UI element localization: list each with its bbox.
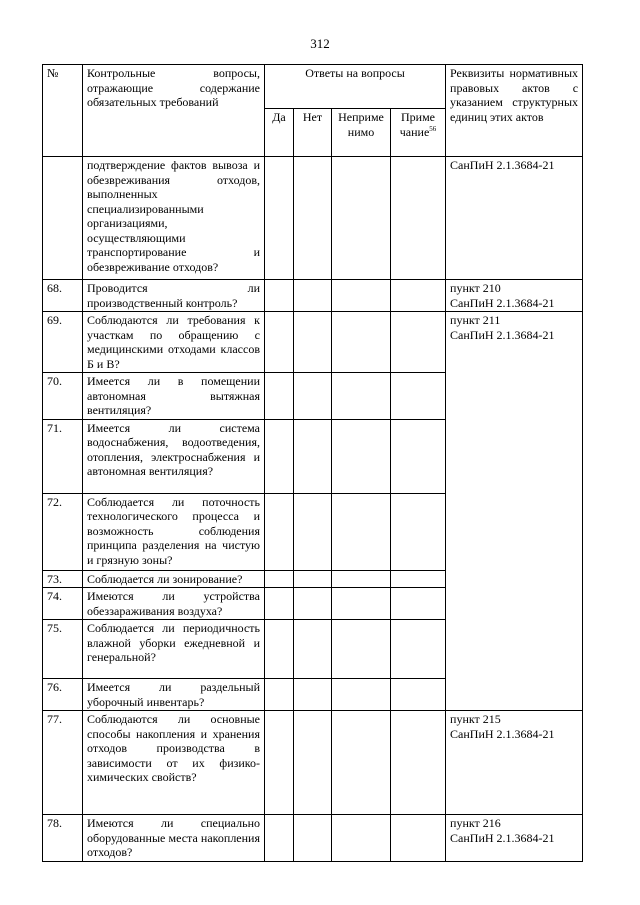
table-row: 76. Имеется ли раздельный уборочный инвентарь?	[43, 679, 583, 711]
header-na-line2: нимо	[347, 124, 375, 139]
header-yes: Да	[265, 109, 294, 157]
header-na-line1: Неприме	[338, 110, 384, 124]
row-requisites: СанПиН 2.1.3684-21	[446, 157, 583, 280]
table-row: 72. Соблюдается ли поточность технологического процесса и возможность соблюдения принципа разделения на чистую и грязную зоны?	[43, 493, 583, 570]
row-requisites: пункт 216 СанПиН 2.1.3684-21	[446, 815, 583, 862]
table-row: 78. Имеются ли специально оборудованные места накопления отходов? пункт 216 СанПиН 2.1.3684-21	[43, 815, 583, 862]
row-requisites: пункт 215 СанПиН 2.1.3684-21	[446, 711, 583, 815]
table-row: 70. Имеется ли в помещении автономная вытяжная вентиляция?	[43, 373, 583, 420]
header-note	[391, 109, 446, 157]
table-row: 74. Имеются ли устройства обеззараживания воздуха?	[43, 588, 583, 620]
header-requisites: Реквизиты нормативных правовых актов с указанием структурных единиц этих актов	[446, 65, 583, 157]
page-number: 312	[310, 36, 330, 51]
table-row: 68. Проводится ли производственный контроль? пункт 210 СанПиН 2.1.3684-21	[43, 280, 583, 312]
table-row: 75. Соблюдается ли периодичность влажной уборки ежедневной и генеральной?	[43, 620, 583, 679]
header-no: Нет	[294, 109, 332, 157]
header-note-footnote: 56	[429, 124, 437, 133]
header-note-line1: Приме	[401, 110, 436, 124]
checklist-table	[42, 64, 583, 862]
row-requisites: пункт 210 СанПиН 2.1.3684-21	[446, 280, 583, 312]
header-num: №	[43, 65, 83, 157]
table-row: подтверждение фактов вывоза и обезвреживания отходов, выполненных специализированными организациями, осуществляющими транспортирование и обезвреживание отходов? СанПиН 2.1.3684-21	[43, 157, 583, 280]
table-row: 71. Имеется ли система водоснабжения, водоотведения, отопления, электроснабжения и автономная вентиляция?	[43, 419, 583, 493]
header-row	[43, 65, 583, 109]
table-row: 73. Соблюдается ли зонирование?	[43, 570, 583, 588]
header-answers: Ответы на вопросы	[265, 65, 446, 109]
header-question: Контрольные вопросы, отражающие содержание обязательных требований	[83, 65, 265, 157]
table-row: 77. Соблюдаются ли основные способы накопления и хранения отходов производства в зависимости от их физико-химических свойств? пункт 215 СанПиН 2.1.3684-21	[43, 711, 583, 815]
row-requisites: пункт 211 СанПиН 2.1.3684-21	[446, 312, 583, 711]
header-na	[332, 109, 391, 157]
table-row: 69. Соблюдаются ли требования к участкам по обращению с медицинскими отходами классов Б и В? пункт 211 СанПиН 2.1.3684-21	[43, 312, 583, 373]
header-note-line2: чание	[399, 124, 430, 139]
